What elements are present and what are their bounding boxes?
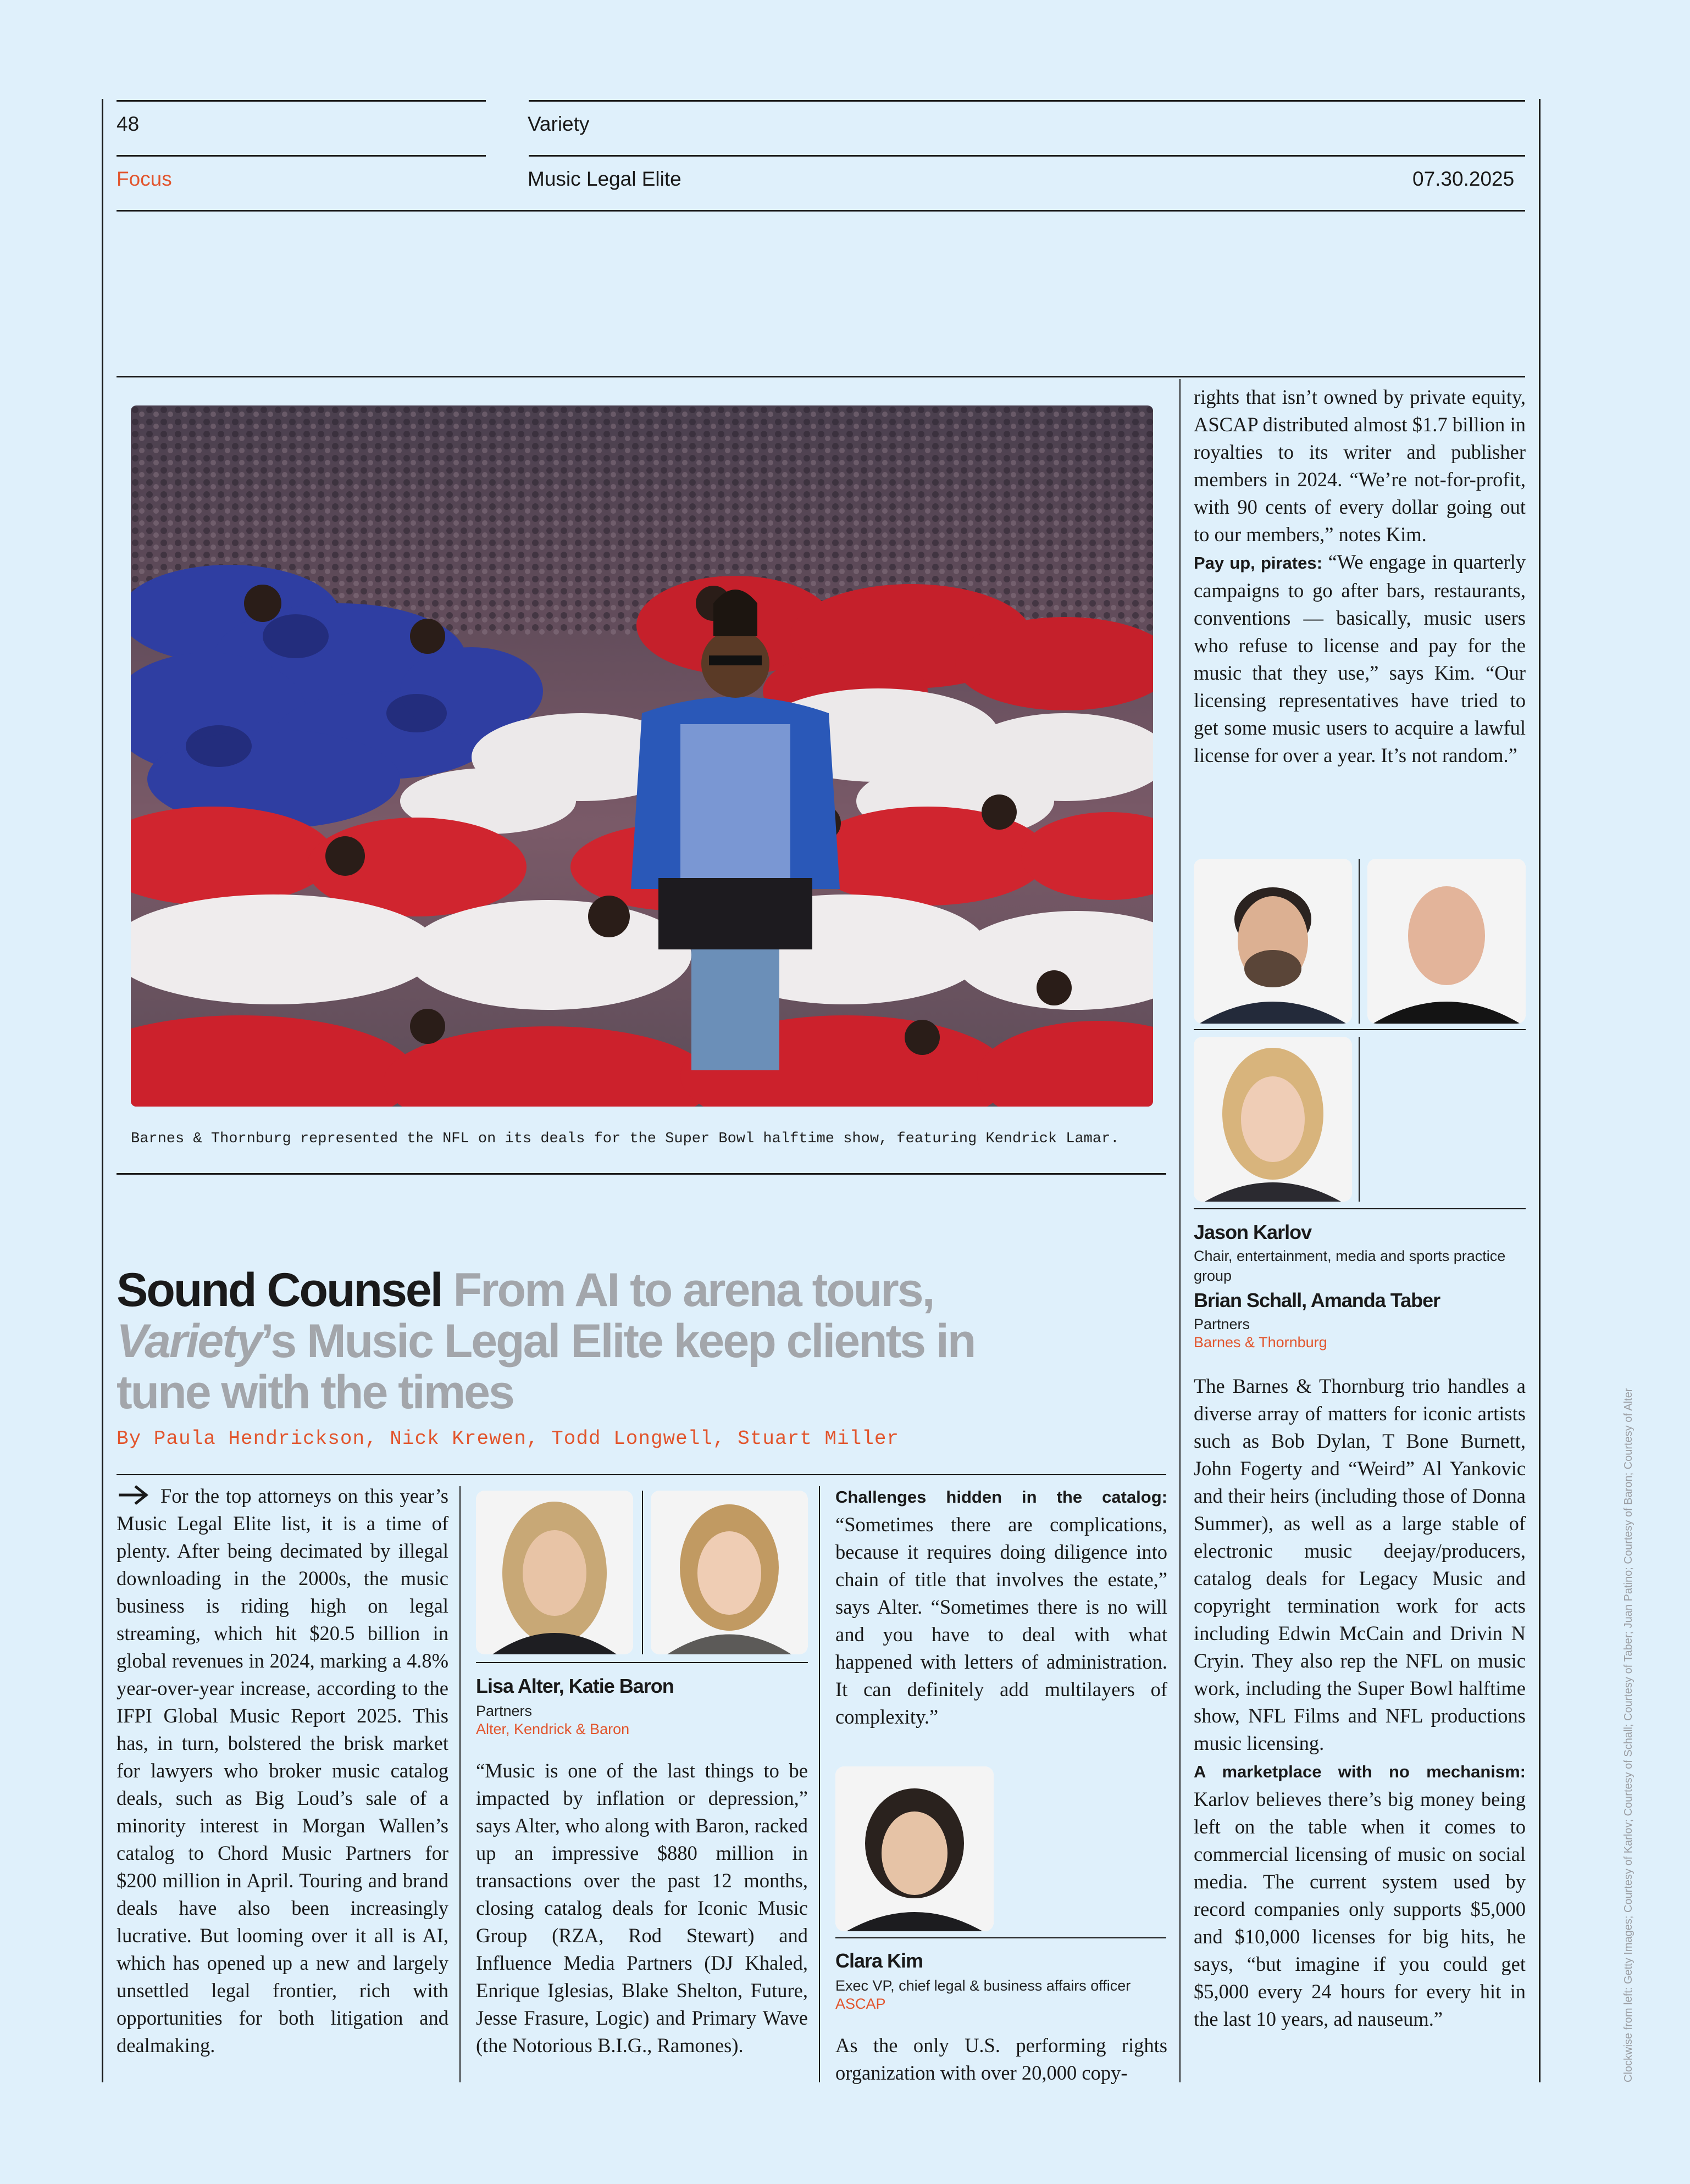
body-column-4-continued — [1194, 1372, 1526, 2033]
body-column-2 — [476, 1757, 808, 2059]
profile-name: Lisa Alter, Katie Baron — [476, 1675, 674, 1697]
section-label: Focus — [117, 168, 172, 190]
headline-deck-end: ’s Music Legal Elite keep clients in tune with the times — [117, 1315, 975, 1419]
paragraph: “Music is one of the last things to be impacted by inflation or depression,” says Alter, who along with Baron, racked up an impressive $880 million in transactions over the past 12 months, closing catalog deals for Iconic Music Group (RZA, Rod Stewart) and Influence Media Partners (DJ Khaled, Enrique Iglesias, Blake Shelton, Future, Jesse Frasure, Logic) and Primary Wave (the Notorious B.I.G., Ramones). — [476, 1759, 808, 2057]
hero-photo — [131, 405, 1153, 1107]
header-rule — [529, 155, 1525, 157]
headline-deck-italic: Variety — [117, 1315, 261, 1368]
profile-role: Partners — [476, 1703, 533, 1719]
paragraph: “Sometimes there are complications, because it requires doing diligence into chain of title that involves the estate,” says Alter. “Sometimes there is no will and you have to deal with what happened with letters of administration. It can definitely add multilayers of complexity.” — [835, 1513, 1167, 1728]
photo-divider — [1359, 859, 1360, 1024]
headline-lead: Sound Counsel — [117, 1264, 442, 1316]
headshot-katie-baron — [651, 1491, 808, 1654]
profile-barnes-thornburg — [1194, 1221, 1526, 1351]
byline: By Paula Hendrickson, Nick Krewen, Todd Longwell, Stuart Miller — [117, 1427, 900, 1450]
photo-divider — [1359, 1037, 1360, 1202]
body-top-rule — [117, 1474, 1166, 1475]
subsection-label: Music Legal Elite — [528, 168, 681, 190]
header-rule — [117, 100, 486, 102]
hero-caption: Barnes & Thornburg represented the NFL on its deals for the Super Bowl halftime show, featuring Kendrick Lamar. — [131, 1131, 1120, 1147]
profile-role: Exec VP, chief legal & business affairs officer — [835, 1977, 1131, 1994]
headshot-amanda-taber — [1194, 1037, 1352, 1202]
headline — [117, 1265, 1029, 1418]
headshot-jason-karlov — [1194, 859, 1352, 1024]
photo-rule — [476, 1662, 808, 1663]
headshot-lisa-alter — [476, 1491, 633, 1654]
profile-role: Partners — [1194, 1316, 1250, 1332]
headline-deck: From AI to arena tours, — [441, 1264, 934, 1316]
photo-rule — [1194, 1208, 1526, 1209]
headshot-brian-schall — [1367, 859, 1526, 1024]
headshot-clara-kim — [835, 1766, 994, 1931]
page-number: 48 — [117, 113, 140, 135]
photo-credit: Clockwise from left: Getty Images; Courtesy of Karlov; Courtesy of Schall; Courtesy of Taber; Juan Patino; Courtesy of Baron; Courtesy of Alter — [1622, 1388, 1634, 2082]
photo-rule — [835, 1937, 1166, 1938]
subhead: Challenges hidden in the catalog: — [835, 1487, 1167, 1507]
header-rule — [117, 210, 1525, 212]
subhead: Pay up, pirates: — [1194, 553, 1322, 573]
caption-rule — [117, 1173, 1166, 1175]
profile-firm: Barnes & Thornburg — [1194, 1334, 1327, 1351]
paragraph: The Barnes & Thornburg trio handles a diverse array of matters for iconic artists such as Bob Dylan, T Bone Burnett, John Fogerty and “Weird” Al Yankovic and their heirs (including those of Donna Summer), as well as a large stable of electronic music deejay/producers, catalog deals for Legacy Music and copyright termination work for acts including Edwin McCain and Drivin N Cryin. They also rep the NFL on music work, including the Super Bowl halftime show, NFL Films and NFL productions music licensing. — [1194, 1375, 1526, 1754]
header-rule — [529, 100, 1525, 102]
paragraph: “We engage in quarterly campaigns to go after bars, restaurants, conventions — basically, music users who refuse to license and pay for the music that they use,” says Kim. “Our licensing representatives have tried to get some music users to acquire a lawful license for over a year. It’s not random.” — [1194, 551, 1526, 766]
issue-date: 07.30.2025 — [1412, 168, 1515, 190]
column-rule — [819, 1486, 820, 2082]
body-column-1 — [117, 1482, 448, 2059]
subhead: A marketplace with no mechanism: — [1194, 1762, 1526, 1781]
profile-name: Clara Kim — [835, 1949, 923, 1972]
body-column-3 — [835, 1482, 1167, 1731]
profile-firm: ASCAP — [835, 1996, 886, 2012]
column-rule — [459, 1486, 461, 2082]
intro-text: For the top attorneys on this year’s Music Legal Elite list, it is a time of plenty. After being decimated by illegal downloading in the 2000s, the music business is riding high on legal streaming, which hit $20.5 billion in global revenues in 2024, marking a 4.8% year-over-year increase, according to the IFPI Global Music Report 2025. This has, in turn, bolstered the brisk market for lawyers who broker music catalog deals, such as Big Loud’s sale of a minority interest in Morgan Wallen’s catalog to Chord Music Partners for $200 million in April. Touring and brand deals have also been increasingly lucrative. But looming over it all is AI, which has opened up a new and largely unsettled legal frontier, rich with opportunities for both litigation and dealmaking. — [117, 1485, 448, 2057]
left-rule — [102, 99, 103, 2082]
publication-name: Variety — [528, 113, 590, 135]
photo-divider — [642, 1491, 643, 1654]
header-rule — [117, 155, 486, 157]
arrow-right-icon — [117, 1484, 149, 1506]
body-column-4 — [1194, 384, 1526, 769]
body-column-3-continued — [835, 2032, 1167, 2087]
column-rule — [1179, 379, 1181, 2082]
profile-name: Jason Karlov — [1194, 1221, 1312, 1243]
profile-role: Chair, entertainment, media and sports practice group — [1194, 1248, 1506, 1284]
section-rule — [117, 376, 1525, 377]
photo-rule — [1194, 1029, 1526, 1030]
profile-clara-kim — [835, 1949, 1167, 2013]
right-rule — [1539, 99, 1541, 2082]
paragraph: Karlov believes there’s big money being left on the table when it comes to commercial licensing of music on social media. The current system used by record companies only supports $5,000 and $10,000 licenses for big hits, he says, “but imagine if you could get $5,000 every 24 hours for every hit in the last 10 years, ad nauseum.” — [1194, 1788, 1526, 2030]
paragraph: As the only U.S. performing rights organization with over 20,000 copy- — [835, 2034, 1167, 2084]
paragraph: rights that isn’t owned by private equity, ASCAP distributed almost $1.7 billion in royalties to its writer and publisher members in 2024. “We’re not-for-profit, with 90 cents of every dollar going out to our members,” notes Kim. — [1194, 386, 1526, 546]
profile-firm: Alter, Kendrick & Baron — [476, 1721, 630, 1737]
profile-alter-baron — [476, 1675, 808, 1738]
profile-name: Brian Schall, Amanda Taber — [1194, 1289, 1440, 1311]
